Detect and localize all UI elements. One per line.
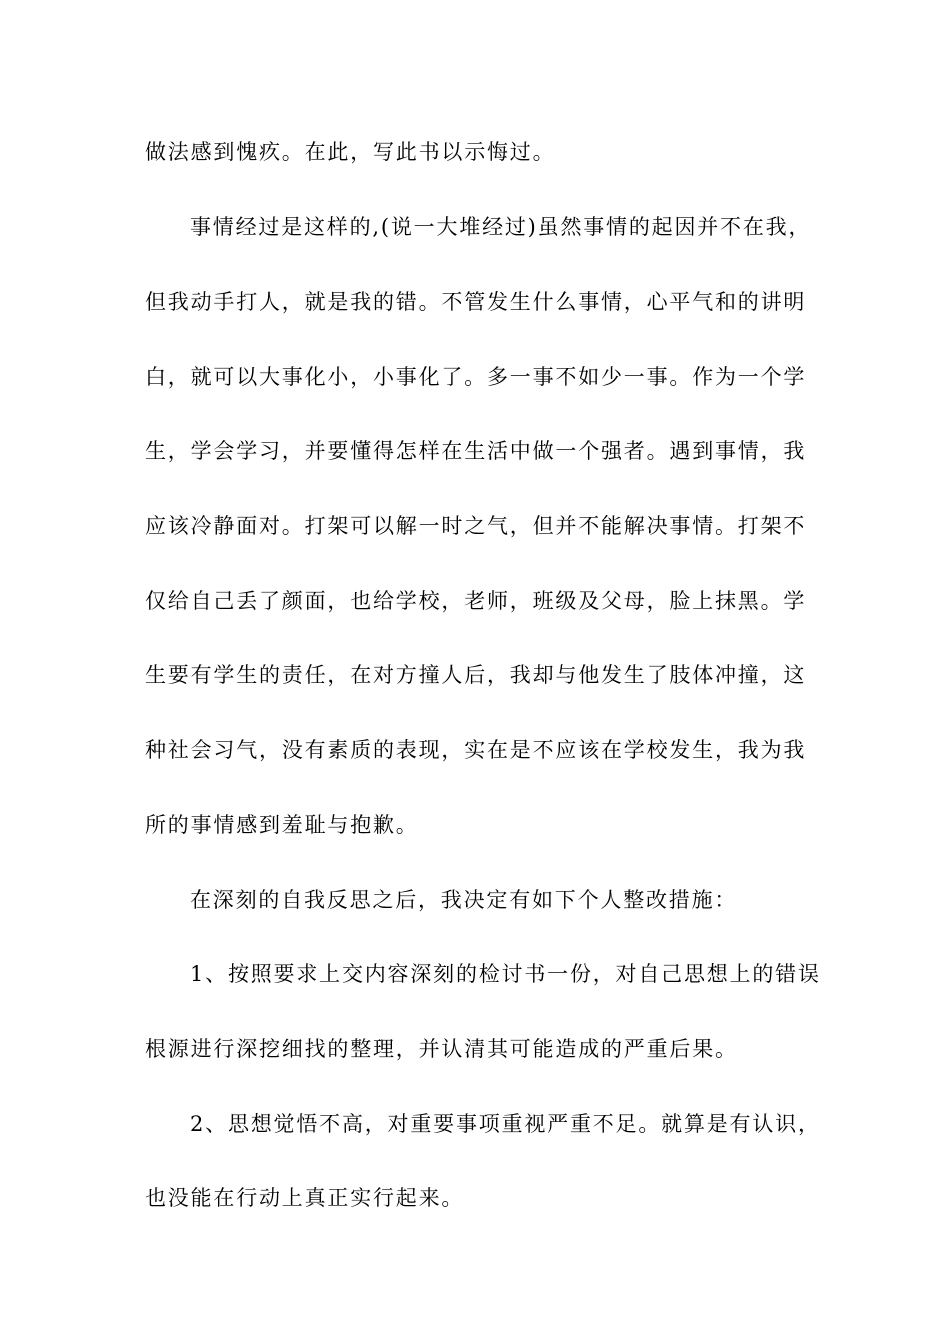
text-line: 2、思想觉悟不高，对重要事项重视严重不足。就算是有认识，	[190, 1112, 821, 1136]
text-line: 生要有学生的责任，在对方撞人后，我却与他发生了肢体冲撞，这	[145, 663, 807, 687]
text-line: 所的事情感到羞耻与抱歉。	[145, 813, 419, 837]
text-line: 也没能在行动上真正实行起来。	[145, 1186, 465, 1210]
text-line: 白，就可以大事化小，小事化了。多一事不如少一事。作为一个学	[145, 365, 807, 389]
text-line: 在深刻的自我反思之后，我决定有如下个人整改措施：	[190, 888, 738, 912]
text-line: 做法感到愧疚。在此，写此书以示悔过。	[145, 140, 556, 164]
text-line: 1、按照要求上交内容深刻的检讨书一份，对自己思想上的错误	[190, 962, 821, 986]
text-line: 但我动手打人，就是我的错。不管发生什么事情，心平气和的讲明	[145, 290, 807, 314]
text-line: 应该冷静面对。打架可以解一时之气，但并不能解决事情。打架不	[145, 514, 807, 538]
text-line: 仅给自己丢了颜面，也给学校，老师，班级及父母，脸上抹黑。学	[145, 589, 807, 613]
text-line: 事情经过是这样的,(说一大堆经过)虽然事情的起因并不在我，	[190, 215, 812, 239]
text-line: 种社会习气，没有素质的表现，实在是不应该在学校发生，我为我	[145, 738, 807, 762]
text-line: 根源进行深挖细找的整理，并认清其可能造成的严重后果。	[145, 1037, 738, 1061]
text-line: 生，学会学习，并要懂得怎样在生活中做一个强者。遇到事情，我	[145, 439, 807, 463]
